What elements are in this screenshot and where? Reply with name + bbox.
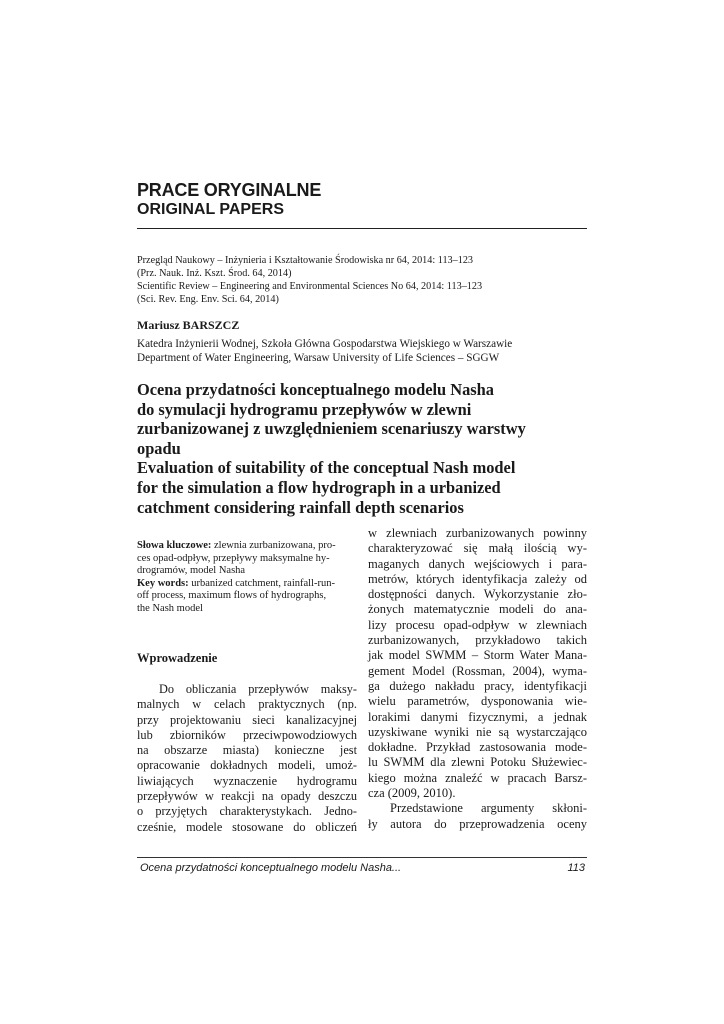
section-title-pl: PRACE ORYGINALNE: [137, 180, 322, 200]
paper-title: [137, 380, 577, 517]
body-line: ły autora do przeprowadzenia oceny: [368, 816, 587, 831]
body-line: lizy procesu opad-odpływ w zlewniach: [368, 617, 587, 632]
body-line: lu SWMM dla zlewni Potoku Służewiec-: [368, 755, 587, 770]
body-line: lub zbiorników przeciwpowodziowych: [137, 727, 357, 742]
body-line: malnych w celach praktycznych (np.: [137, 697, 357, 712]
section-header: [137, 180, 587, 220]
footer-rule: [137, 857, 587, 858]
title-line: do symulacji hydrogramu przepływów w zlewni: [137, 399, 472, 419]
body-left-column: [137, 682, 357, 835]
body-line: jak model SWMM – Storm Water Mana-: [368, 648, 587, 663]
keywords-pl-text: zlewnia zurbanizowana, pro-: [211, 540, 336, 551]
keywords-en-text: off process, maximum flows of hydrographs,: [137, 590, 327, 602]
page-number: 113: [567, 862, 585, 874]
citation-line: Przegląd Naukowy – Inżynieria i Kształtowanie Środowiska nr 64, 2014: 113–123: [137, 255, 474, 266]
title-line: catchment considering rainfall depth scenarios: [137, 497, 464, 517]
intro-heading: Wprowadzenie: [137, 651, 218, 665]
affiliation-line-pl: Katedra Inżynierii Wodnej, Szkoła Główna Gospodarstwa Wiejskiego w Warszawie: [137, 338, 513, 350]
body-line: zurbanizowanych, przykładowo takich: [368, 633, 587, 648]
affiliation-line-en: Department of Water Engineering, Warsaw University of Life Sciences – SGGW: [137, 352, 500, 365]
author-name: Mariusz BARSZCZ: [137, 318, 240, 332]
citation-block: [137, 254, 587, 306]
keywords-en-text: the Nash model: [137, 602, 203, 614]
body-right-column: [368, 526, 587, 832]
keywords-block: [137, 540, 357, 616]
body-line: wielu parametrów, dysponowania wie-: [368, 694, 587, 709]
body-line: dokładne. Przykład zastosowania mode-: [368, 740, 587, 755]
header-rule: [137, 228, 587, 229]
citation-line: Scientific Review – Engineering and Environmental Sciences No 64, 2014: 113–123: [137, 281, 483, 292]
body-line: liwiających wyznaczenie hydrogramu: [137, 773, 357, 788]
title-line: Evaluation of suitability of the conceptual Nash model: [137, 458, 516, 478]
keywords-pl-text: drogramów, model Nasha: [137, 565, 246, 577]
body-line: na obszarze miasta) konieczne jest: [137, 743, 357, 758]
keywords-en-text: urbanized catchment, rainfall-run-: [188, 577, 335, 589]
section-title-en: ORIGINAL PAPERS: [137, 201, 284, 218]
keywords-pl-text: ces opad-odpływ, przepływy maksymalne hy-: [137, 552, 330, 564]
body-line: o przyjętych charakterystykach. Jedno-: [137, 804, 357, 819]
body-line: charakteryzować się małą ilością wy-: [368, 541, 587, 556]
affiliation-block: [137, 337, 587, 365]
body-line: lorakimi danymi fizycznymi, a jednak: [368, 709, 587, 724]
body-line: żonych matematycznie modeli do ana-: [368, 602, 587, 617]
body-line: w zlewniach zurbanizowanych powinny: [368, 526, 587, 540]
body-line: maganych danych wejściowych i para-: [368, 556, 587, 571]
keywords-pl-label: Słowa kluczowe:: [137, 540, 212, 551]
title-line: zurbanizowanej z uwzględnieniem scenariuszy warstwy: [137, 419, 526, 439]
running-title: Ocena przydatności konceptualnego modelu Nasha...: [140, 862, 402, 874]
citation-line: (Sci. Rev. Eng. Env. Sci. 64, 2014): [137, 294, 279, 305]
body-line: cza (2009, 2010).: [368, 786, 456, 801]
body-line: kiego można znaleźć w pracach Barsz-: [368, 770, 587, 785]
body-line: dostępności danych. Wykorzystanie zło-: [368, 587, 587, 602]
title-line: Ocena przydatności konceptualnego modelu Nasha: [137, 380, 494, 399]
citation-line: (Prz. Nauk. Inż. Kszt. Środ. 64, 2014): [137, 268, 292, 279]
body-line: metrów, których identyfikacja zależy od: [368, 571, 587, 586]
body-line: przepływów w reakcji na opady deszczu: [137, 789, 357, 804]
body-line: cześnie, modele stosowane do obliczeń: [137, 819, 357, 834]
body-line: przy projektowaniu sieci kanalizacyjnej: [137, 712, 357, 727]
body-line: Do obliczania przepływów maksy-: [159, 682, 357, 696]
title-line: for the simulation a flow hydrograph in a urbanized: [137, 477, 501, 497]
body-line: uzyskiwane wyniki nie są wystarczająco: [368, 724, 587, 739]
body-line: ga dużego nakładu pracy, identyfikacji: [368, 678, 587, 693]
body-line: gement Model (Rossman, 2004), wyma-: [368, 663, 587, 678]
title-line: opadu: [137, 438, 181, 458]
keywords-en-label: Key words:: [137, 577, 189, 589]
body-line: opracowanie dokładnych modeli, umoż-: [137, 758, 357, 773]
body-line: Przedstawione argumenty skłoni-: [390, 801, 587, 816]
